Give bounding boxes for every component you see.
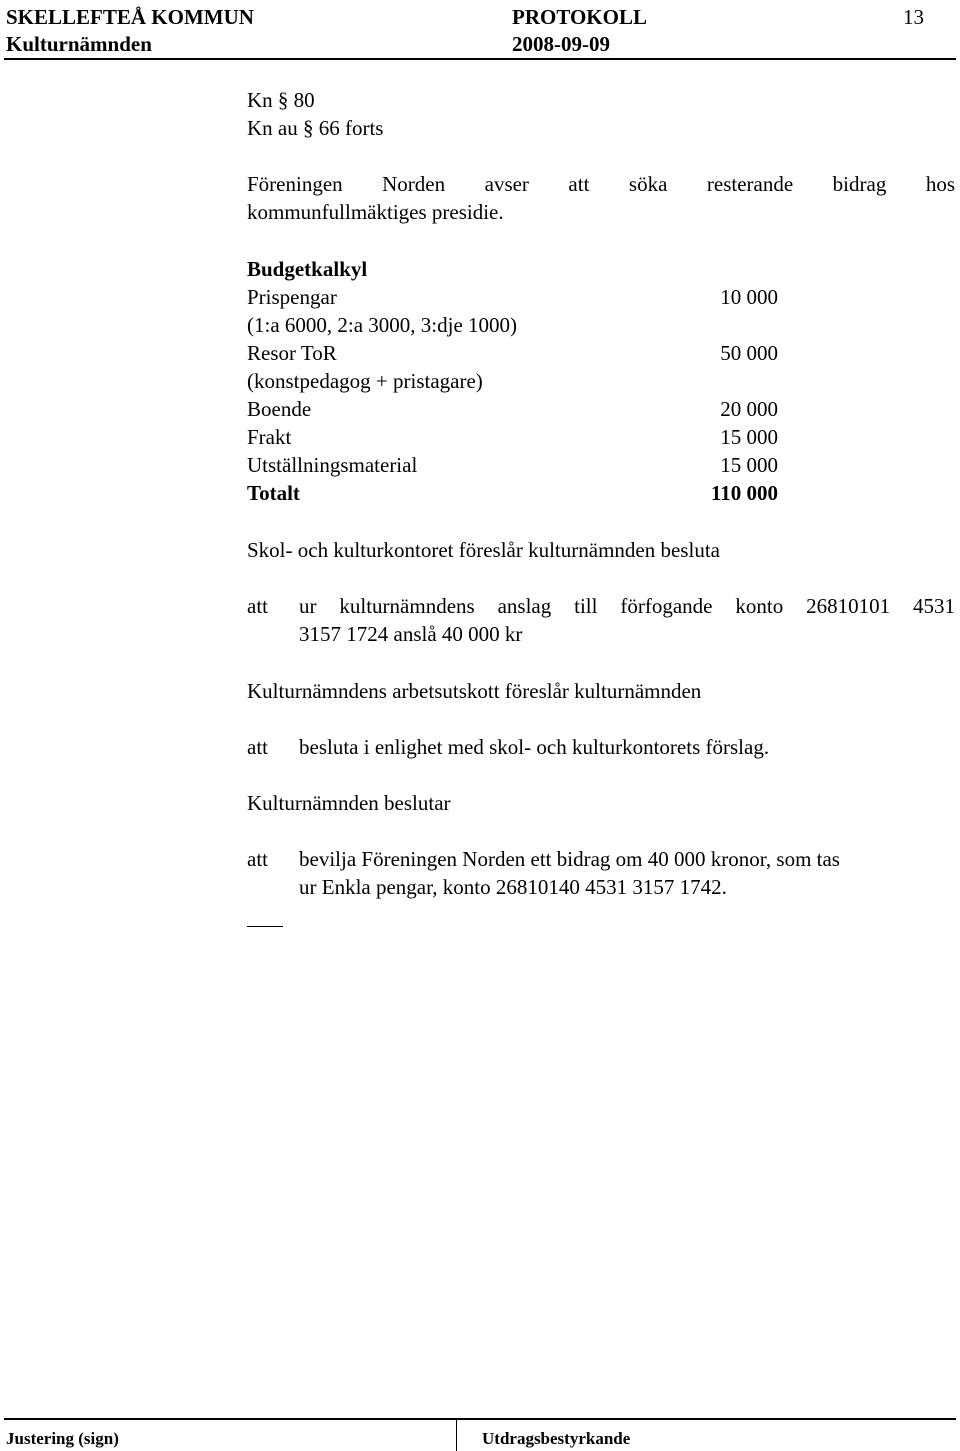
end-rule — [247, 926, 283, 927]
proposal2-lead: Kulturnämndens arbetsutskott föreslår kulturnämnden — [247, 679, 702, 703]
proposal1-lead: Skol- och kulturkontoret föreslår kulturnämnden besluta — [247, 538, 720, 562]
att-label: att — [247, 594, 268, 618]
header-committee: Kulturnämnden — [6, 32, 152, 56]
footer-justering: Justering (sign) — [6, 1429, 119, 1448]
budget-amount: 10 000 — [720, 285, 778, 309]
decision-lead: Kulturnämnden beslutar — [247, 791, 451, 815]
budget-label: (konstpedagog + pristagare) — [247, 369, 483, 393]
ref-kn-au: Kn au § 66 forts — [247, 116, 384, 140]
att-label: att — [247, 735, 268, 759]
intro-line-1: Föreningen Norden avser att söka resterande bidrag hos — [247, 172, 955, 196]
header-divider — [4, 58, 956, 60]
proposal1-line-2: 3157 1724 anslå 40 000 kr — [299, 622, 523, 646]
header-org: SKELLEFTEÅ KOMMUN — [6, 5, 254, 29]
header-doc-type: PROTOKOLL — [512, 5, 647, 29]
budget-amount: 50 000 — [720, 341, 778, 365]
decision-line-2: ur Enkla pengar, konto 26810140 4531 3157 1742. — [299, 875, 727, 899]
proposal2-line-1: besluta i enlighet med skol- och kulturkontorets förslag. — [299, 735, 770, 759]
page-number: 13 — [903, 5, 924, 29]
att-label: att — [247, 847, 268, 871]
proposal1-line-1: ur kulturnämndens anslag till förfogande konto 26810101 4531 — [299, 594, 955, 618]
budget-title: Budgetkalkyl — [247, 257, 368, 281]
budget-label: Utställningsmaterial — [247, 453, 418, 477]
budget-label: Frakt — [247, 425, 292, 449]
budget-amount: 15 000 — [720, 425, 778, 449]
footer-utdragsbestyrkande: Utdragsbestyrkande — [482, 1429, 631, 1448]
budget-total-amount: 110 000 — [710, 481, 778, 505]
budget-label: Resor ToR — [247, 341, 337, 365]
ref-kn: Kn § 80 — [247, 88, 315, 112]
footer-divider — [4, 1418, 956, 1420]
budget-label: (1:a 6000, 2:a 3000, 3:dje 1000) — [247, 313, 518, 337]
decision-line-1: bevilja Föreningen Norden ett bidrag om 40 000 kronor, som tas — [299, 847, 840, 871]
budget-amount: 20 000 — [720, 397, 778, 421]
footer-separator — [456, 1418, 457, 1451]
budget-amount: 15 000 — [720, 453, 778, 477]
budget-label: Boende — [247, 397, 312, 421]
budget-label: Prispengar — [247, 285, 337, 309]
header-date: 2008-09-09 — [512, 32, 610, 56]
intro-line-2: kommunfullmäktiges presidie. — [247, 200, 504, 224]
budget-total-label: Totalt — [247, 481, 300, 505]
